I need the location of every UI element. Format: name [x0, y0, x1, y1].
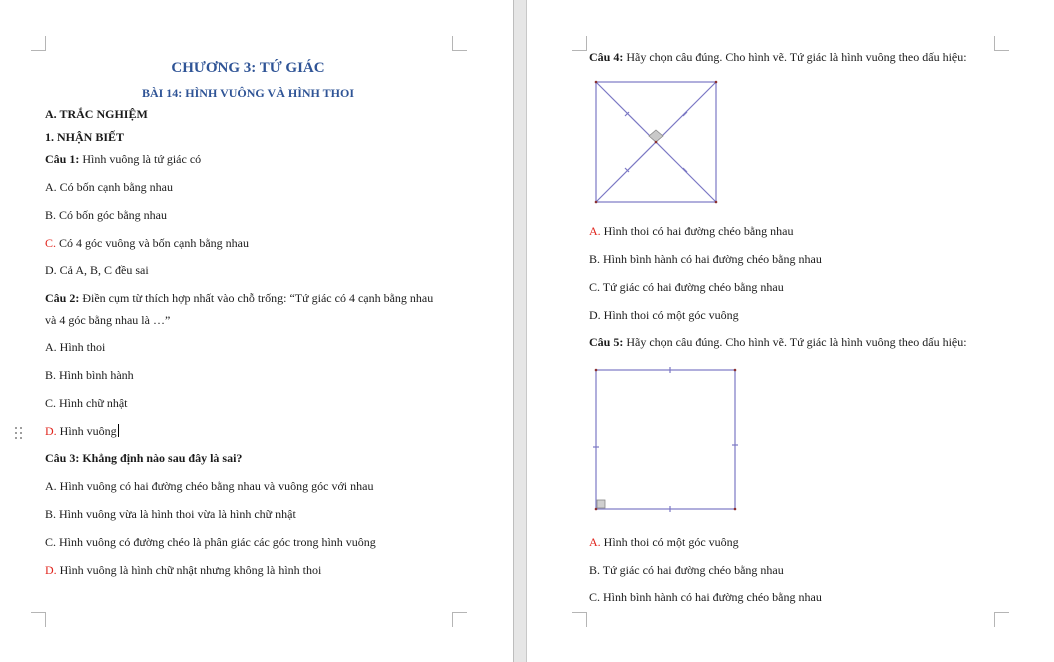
option-letter: D. — [589, 308, 601, 322]
option-letter-correct: A. — [589, 535, 601, 549]
question-4 — [589, 50, 967, 64]
q5-option-a[interactable] — [589, 535, 739, 549]
option-letter: A. — [45, 340, 57, 354]
option-text: Hình bình hành có hai đường chéo bằng nhau — [600, 252, 822, 266]
crop-mark-bottom-right — [452, 612, 467, 627]
question-2 — [45, 291, 433, 305]
option-letter: C. — [589, 280, 601, 294]
crop-mark-bottom-right — [994, 612, 1009, 627]
crop-mark-top-left — [572, 36, 587, 51]
option-letter: B. — [45, 507, 57, 521]
q3-option-c[interactable] — [45, 535, 376, 549]
page-gutter — [513, 0, 527, 662]
option-text: Hình thoi — [56, 340, 106, 354]
crop-mark-bottom-left — [31, 612, 46, 627]
document-page-left[interactable] — [0, 0, 513, 662]
option-text: Có bốn cạnh bằng nhau — [56, 180, 173, 194]
crop-mark-top-right — [994, 36, 1009, 51]
q1-option-b[interactable] — [45, 208, 167, 222]
option-text: Hình thoi có hai đường chéo bằng nhau — [600, 224, 794, 238]
option-letter-correct: D. — [45, 424, 57, 438]
option-letter: B. — [589, 252, 601, 266]
option-text: Hình vuông có hai đường chéo bằng nhau và vuông góc với nhau — [56, 479, 374, 493]
option-text: Hình bình hành — [56, 368, 134, 382]
document-page-right[interactable] — [527, 0, 1054, 662]
right-angle-marker — [597, 500, 605, 508]
option-text: Hình vuông vừa là hình thoi vừa là hình chữ nhật — [56, 507, 296, 521]
option-text: Hình chữ nhật — [56, 396, 128, 410]
option-letter-correct: D. — [45, 563, 57, 577]
crop-mark-top-right — [452, 36, 467, 51]
option-text: Hình thoi có một góc vuông — [600, 535, 739, 549]
option-text: Có bốn góc bằng nhau — [56, 208, 167, 222]
option-text: Có 4 góc vuông và bốn cạnh bằng nhau — [56, 236, 249, 250]
option-text: Hình vuông có đường chéo là phân giác các góc trong hình vuông — [56, 535, 376, 549]
q4-option-c[interactable] — [589, 280, 784, 294]
text-cursor — [118, 424, 119, 437]
option-letter: A. — [45, 180, 57, 194]
question-2-line2: và 4 góc bằng nhau là …” — [45, 313, 171, 327]
lesson-title: BÀI 14: HÌNH VUÔNG VÀ HÌNH THOI — [141, 86, 355, 100]
option-letter: C. — [589, 590, 601, 604]
option-letter: B. — [45, 208, 57, 222]
option-letter: A. — [45, 479, 57, 493]
option-letter-correct: A. — [589, 224, 601, 238]
q2-option-b[interactable] — [45, 368, 134, 382]
q3-option-d[interactable] — [45, 563, 321, 577]
option-letter: C. — [45, 535, 57, 549]
option-text: Tứ giác có hai đường chéo bằng nhau — [600, 563, 784, 577]
crop-mark-top-left — [31, 36, 46, 51]
q1-option-c[interactable] — [45, 236, 249, 250]
question-label: Câu 3: — [45, 451, 80, 465]
q2-option-d[interactable] — [45, 424, 119, 438]
q5-option-c[interactable] — [589, 590, 822, 604]
q4-option-b[interactable] — [589, 252, 822, 266]
option-text: Cả A, B, C đều sai — [56, 263, 149, 277]
question-text: Hình vuông là tứ giác có — [79, 152, 202, 166]
option-text: Hình vuông — [56, 424, 117, 438]
option-letter: D. — [45, 263, 57, 277]
question-text: Hãy chọn câu đúng. Cho hình vẽ. Tứ giác là hình vuông theo dấu hiệu: — [623, 335, 967, 349]
q4-option-a[interactable] — [589, 224, 793, 238]
question-label: Câu 2: — [45, 291, 80, 305]
option-letter: B. — [45, 368, 57, 382]
q2-option-c[interactable] — [45, 396, 128, 410]
q5-option-b[interactable] — [589, 563, 784, 577]
right-angle-marker — [649, 130, 663, 142]
question-label: Câu 5: — [589, 335, 624, 349]
option-text: Hình bình hành có hai đường chéo bằng nhau — [600, 590, 822, 604]
q1-option-d[interactable] — [45, 263, 149, 277]
question-1 — [45, 152, 201, 166]
q2-option-a[interactable] — [45, 340, 105, 354]
option-letter: B. — [589, 563, 601, 577]
question-text: Hãy chọn câu đúng. Cho hình vẽ. Tứ giác là hình vuông theo dấu hiệu: — [623, 50, 967, 64]
subsection-heading: 1. NHẬN BIẾT — [45, 130, 125, 144]
section-heading: A. TRẮC NGHIỆM — [45, 107, 148, 121]
question-5 — [589, 335, 967, 349]
option-text: Hình thoi có một góc vuông — [600, 308, 739, 322]
question-label: Câu 1: — [45, 152, 80, 166]
option-text: Tứ giác có hai đường chéo bằng nhau — [600, 280, 784, 294]
q1-option-a[interactable] — [45, 180, 173, 194]
option-text: Hình vuông là hình chữ nhật nhưng không là hình thoi — [56, 563, 322, 577]
question-text: Khẳng định nào sau đây là sai? — [79, 451, 243, 465]
drag-handle-icon[interactable] — [14, 426, 24, 440]
q3-option-b[interactable] — [45, 507, 296, 521]
question-text: Điền cụm từ thích hợp nhất vào chỗ trống: “Tứ giác có 4 cạnh bằng nhau — [79, 291, 434, 305]
question-label: Câu 4: — [589, 50, 624, 64]
question-3 — [45, 451, 242, 465]
option-letter-correct: C. — [45, 236, 57, 250]
square-outline — [596, 370, 735, 509]
q3-option-a[interactable] — [45, 479, 373, 493]
option-letter: C. — [45, 396, 57, 410]
chapter-title: CHƯƠNG 3: TỨ GIÁC — [171, 60, 325, 76]
square-with-tick-marks-figure — [593, 367, 739, 513]
crop-mark-bottom-left — [572, 612, 587, 627]
square-with-diagonals-figure — [593, 78, 719, 204]
q4-option-d[interactable] — [589, 308, 739, 322]
